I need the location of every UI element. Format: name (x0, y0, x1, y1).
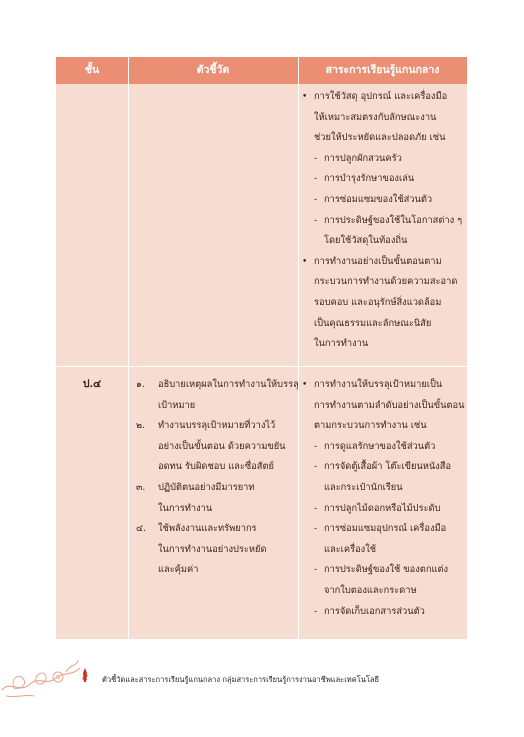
table-header (56, 57, 467, 84)
page-number: ๔ (82, 673, 89, 682)
example-line: โดยใช้วัสดุในท้องถิ่น (324, 235, 408, 247)
header-indicators: ตัวชี้วัด (196, 64, 230, 76)
floral-ornament (0, 650, 82, 700)
indicator-line: ปฏิบัติตนอย่างมีมารยาท (158, 482, 255, 493)
example-line: และกระเป๋านักเรียน (324, 482, 403, 493)
content-line: ตามกระบวนการทำงาน เช่น (314, 420, 427, 432)
content-line: การทำงานตามลำดับอย่างเป็นขั้นตอน (314, 399, 465, 411)
header-level: ชั้น (84, 64, 100, 76)
example-line: จากใบตองและกระดาษ (324, 585, 417, 596)
indicator-line: ในการทำงาน (158, 502, 213, 514)
content-line: กระบวนการทำงานด้วยความสะอาด (314, 276, 458, 288)
example-line: การจัดตู้เสื้อผ้า โต๊ะเขียนหนังสือ (324, 461, 452, 473)
indicator-line: อดทน รับผิดชอบ และซื่อสัตย์ (158, 461, 274, 473)
example-line: การประดิษฐ์ของใช้ ของตกแต่ง (324, 564, 449, 576)
example-line: การดูแลรักษาของใช้ส่วนตัว (324, 440, 436, 452)
example-line: และเครื่องใช้ (324, 543, 377, 555)
column-divider (128, 57, 129, 639)
content-line: รอบคอบ และอนุรักษ์สิ่งแวดล้อม (314, 297, 442, 308)
grade-level: ป.๔ (82, 378, 102, 390)
dash-marker: - (314, 440, 318, 452)
indicator-number: ๔. (136, 523, 146, 535)
indicator-line: ในการทำงานอย่างประหยัด (158, 543, 267, 555)
dash-marker: - (314, 502, 318, 514)
header-core-content: สาระการเรียนรู้แกนกลาง (325, 64, 440, 76)
indicator-number: ๑. (136, 379, 145, 390)
indicator-line: และคุ้มค่า (158, 564, 199, 576)
bullet-icon: • (302, 92, 308, 102)
row-divider (56, 366, 467, 367)
indicator-number: ๒. (136, 420, 146, 432)
content-line: เป็นคุณธรรมและลักษณะนิสัย (314, 317, 432, 329)
content-line: การทำงานให้บรรลุเป้าหมายเป็น (314, 379, 443, 390)
dash-marker: - (314, 194, 318, 205)
indicator-line: ใช้พลังงานและทรัพยากร (158, 523, 257, 535)
dash-marker: - (314, 523, 318, 535)
content-line: ให้เหมาะสมตรงกับลักษณะงาน (314, 111, 437, 123)
content-line: การใช้วัสดุ อุปกรณ์ และเครื่องมือ (314, 91, 448, 102)
example-line: การจัดเก็บเอกสารส่วนตัว (324, 605, 425, 617)
bullet-icon: • (302, 256, 308, 267)
curriculum-table (56, 57, 467, 639)
dash-marker: - (314, 152, 318, 164)
bullet-icon: • (302, 380, 308, 390)
content-line: การทำงานอย่างเป็นขั้นตอนตาม (314, 255, 442, 267)
indicator-line: อย่างเป็นขั้นตอน ด้วยความขยัน (158, 440, 286, 452)
example-line: การประดิษฐ์ของใช้ในโอกาสต่าง ๆ (324, 214, 463, 226)
example-line: การปลูกผักสวนครัว (324, 152, 402, 164)
dash-marker: - (314, 214, 318, 226)
example-line: การปลูกไม้ดอกหรือไม้ประดับ (324, 502, 441, 514)
example-line: การซ่อมแซมของใช้ส่วนตัว (324, 194, 433, 205)
indicator-line: เป้าหมาย (158, 399, 196, 411)
column-divider (298, 57, 299, 639)
content-line: ช่วยให้ประหยัดและปลอดภัย เช่น (314, 132, 446, 144)
example-line: การบำรุงรักษาของเล่น (324, 173, 415, 185)
indicator-line: ทำงานบรรลุเป้าหมายที่วางไว้ (158, 420, 276, 432)
content-line: ในการทำงาน (314, 338, 369, 350)
dash-marker: - (314, 461, 318, 473)
dash-marker: - (314, 605, 318, 617)
indicator-line: อธิบายเหตุผลในการทำงานให้บรรลุ (158, 379, 299, 390)
dash-marker: - (314, 564, 318, 576)
footer-text: ตัวชี้วัดและสาระการเรียนรู้แกนกลาง กลุ่มสาระการเรียนรู้การงานอาชีพและเทคโนโลยี (102, 675, 379, 684)
example-line: การซ่อมแซมอุปกรณ์ เครื่องมือ (324, 523, 447, 535)
dash-marker: - (314, 173, 318, 185)
indicator-number: ๓. (136, 482, 146, 493)
